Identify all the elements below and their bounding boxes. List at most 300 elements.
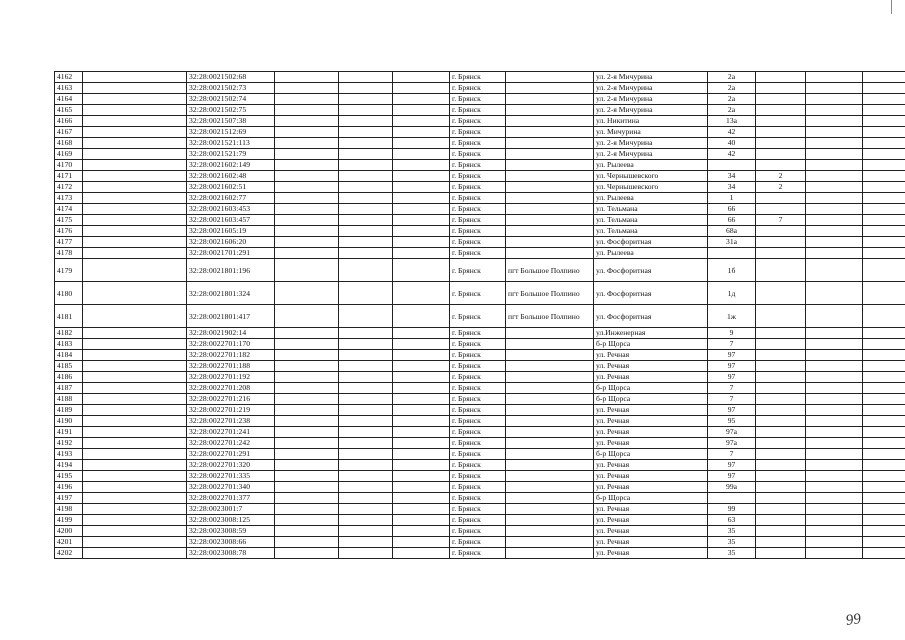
apartment-cell — [756, 116, 806, 127]
empty-cell — [339, 215, 393, 226]
empty-cell — [806, 138, 863, 149]
cadastral-number-cell: 32:28:0021603:453 — [187, 204, 275, 215]
house-number-cell: 1ж — [708, 305, 756, 328]
empty-cell — [83, 305, 187, 328]
empty-cell — [339, 226, 393, 237]
table-row — [55, 94, 905, 105]
row-id-cell: 4162 — [55, 72, 83, 83]
city-cell: г. Брянск — [450, 515, 506, 526]
empty-cell — [393, 361, 450, 372]
empty-cell — [83, 460, 187, 471]
house-number-cell: 34 — [708, 171, 756, 182]
apartment-cell — [756, 416, 806, 427]
empty-cell — [275, 282, 339, 305]
row-id-cell: 4192 — [55, 438, 83, 449]
table-row — [55, 171, 905, 182]
street-cell: ул. Речная — [594, 471, 708, 482]
table-row — [55, 149, 905, 160]
empty-cell — [806, 116, 863, 127]
row-id-cell: 4197 — [55, 493, 83, 504]
house-number-cell: 7 — [708, 383, 756, 394]
empty-cell — [806, 427, 863, 438]
table-row — [55, 259, 905, 282]
table-row — [55, 204, 905, 215]
empty-cell — [83, 493, 187, 504]
row-id-cell: 4181 — [55, 305, 83, 328]
street-cell: ул. Речная — [594, 361, 708, 372]
row-id-cell: 4173 — [55, 193, 83, 204]
cadastral-number-cell: 32:28:0022701:219 — [187, 405, 275, 416]
empty-cell — [393, 259, 450, 282]
empty-cell — [83, 372, 187, 383]
empty-cell — [275, 548, 339, 559]
empty-cell — [83, 504, 187, 515]
apartment-cell — [756, 138, 806, 149]
table-row — [55, 449, 905, 460]
empty-cell — [275, 471, 339, 482]
street-cell: ул. Речная — [594, 548, 708, 559]
city-cell: г. Брянск — [450, 237, 506, 248]
cadastral-number-cell: 32:28:0023008:78 — [187, 548, 275, 559]
cadastral-number-cell: 32:28:0021605:19 — [187, 226, 275, 237]
apartment-cell — [756, 526, 806, 537]
empty-cell — [863, 515, 905, 526]
empty-cell — [339, 471, 393, 482]
empty-cell — [863, 282, 905, 305]
empty-cell — [83, 515, 187, 526]
apartment-cell: 2 — [756, 182, 806, 193]
empty-cell — [339, 328, 393, 339]
empty-cell — [339, 105, 393, 116]
city-cell: г. Брянск — [450, 226, 506, 237]
empty-cell — [393, 427, 450, 438]
city-cell: г. Брянск — [450, 438, 506, 449]
settlement-cell — [506, 138, 594, 149]
cadastral-number-cell: 32:28:0021502:73 — [187, 83, 275, 94]
empty-cell — [339, 372, 393, 383]
cadastral-number-cell: 32:28:0021902:14 — [187, 328, 275, 339]
cadastral-number-cell: 32:28:0023008:59 — [187, 526, 275, 537]
empty-cell — [339, 460, 393, 471]
apartment-cell — [756, 83, 806, 94]
row-id-cell: 4165 — [55, 105, 83, 116]
street-cell: ул. Рылеева — [594, 248, 708, 259]
street-cell: ул. Речная — [594, 504, 708, 515]
house-number-cell: 42 — [708, 127, 756, 138]
row-id-cell: 4171 — [55, 171, 83, 182]
empty-cell — [806, 537, 863, 548]
street-cell: ул. Чернышевского — [594, 182, 708, 193]
apartment-cell — [756, 372, 806, 383]
empty-cell — [806, 350, 863, 361]
street-cell: б-р Щорса — [594, 394, 708, 405]
empty-cell — [275, 361, 339, 372]
empty-cell — [83, 328, 187, 339]
street-cell: ул. Мичурина — [594, 127, 708, 138]
cadastral-number-cell: 32:28:0023008:125 — [187, 515, 275, 526]
empty-cell — [339, 248, 393, 259]
empty-cell — [806, 372, 863, 383]
settlement-cell — [506, 537, 594, 548]
settlement-cell — [506, 127, 594, 138]
empty-cell — [83, 248, 187, 259]
street-cell: ул. Речная — [594, 460, 708, 471]
row-id-cell: 4169 — [55, 149, 83, 160]
city-cell: г. Брянск — [450, 72, 506, 83]
city-cell: г. Брянск — [450, 504, 506, 515]
empty-cell — [863, 482, 905, 493]
city-cell: г. Брянск — [450, 339, 506, 350]
settlement-cell — [506, 471, 594, 482]
settlement-cell — [506, 493, 594, 504]
empty-cell — [275, 416, 339, 427]
empty-cell — [863, 193, 905, 204]
street-cell: б-р Щорса — [594, 493, 708, 504]
empty-cell — [806, 394, 863, 405]
settlement-cell — [506, 83, 594, 94]
empty-cell — [863, 350, 905, 361]
table-row — [55, 160, 905, 171]
apartment-cell — [756, 339, 806, 350]
table-row — [55, 537, 905, 548]
empty-cell — [393, 405, 450, 416]
empty-cell — [863, 94, 905, 105]
settlement-cell — [506, 171, 594, 182]
empty-cell — [83, 350, 187, 361]
house-number-cell: 13а — [708, 116, 756, 127]
street-cell: ул. Тельмана — [594, 215, 708, 226]
empty-cell — [806, 405, 863, 416]
empty-cell — [806, 449, 863, 460]
empty-cell — [83, 416, 187, 427]
cadastral-number-cell: 32:28:0021606:20 — [187, 237, 275, 248]
empty-cell — [806, 248, 863, 259]
settlement-cell — [506, 105, 594, 116]
empty-cell — [393, 149, 450, 160]
row-id-cell: 4166 — [55, 116, 83, 127]
empty-cell — [339, 438, 393, 449]
apartment-cell — [756, 305, 806, 328]
table-row — [55, 226, 905, 237]
settlement-cell — [506, 237, 594, 248]
empty-cell — [339, 237, 393, 248]
empty-cell — [393, 460, 450, 471]
city-cell: г. Брянск — [450, 427, 506, 438]
city-cell: г. Брянск — [450, 471, 506, 482]
settlement-cell — [506, 361, 594, 372]
empty-cell — [863, 138, 905, 149]
empty-cell — [393, 83, 450, 94]
cadastral-number-cell: 32:28:0023008:66 — [187, 537, 275, 548]
cadastral-number-cell: 32:28:0022701:170 — [187, 339, 275, 350]
empty-cell — [275, 226, 339, 237]
street-cell: ул. Фосфоритная — [594, 259, 708, 282]
house-number-cell: 1 — [708, 193, 756, 204]
settlement-cell — [506, 372, 594, 383]
empty-cell — [275, 482, 339, 493]
apartment-cell — [756, 361, 806, 372]
row-id-cell: 4183 — [55, 339, 83, 350]
apartment-cell — [756, 427, 806, 438]
empty-cell — [275, 171, 339, 182]
row-id-cell: 4163 — [55, 83, 83, 94]
row-id-cell: 4178 — [55, 248, 83, 259]
empty-cell — [806, 493, 863, 504]
house-number-cell: 7 — [708, 449, 756, 460]
row-id-cell: 4185 — [55, 361, 83, 372]
table-row — [55, 361, 905, 372]
apartment-cell — [756, 328, 806, 339]
table-row — [55, 482, 905, 493]
apartment-cell — [756, 94, 806, 105]
settlement-cell — [506, 460, 594, 471]
empty-cell — [393, 394, 450, 405]
house-number-cell: 31а — [708, 237, 756, 248]
empty-cell — [275, 193, 339, 204]
city-cell: г. Брянск — [450, 328, 506, 339]
row-id-cell: 4188 — [55, 394, 83, 405]
city-cell: г. Брянск — [450, 282, 506, 305]
apartment-cell — [756, 383, 806, 394]
empty-cell — [393, 204, 450, 215]
empty-cell — [393, 526, 450, 537]
empty-cell — [339, 160, 393, 171]
empty-cell — [393, 226, 450, 237]
cadastral-number-cell: 32:28:0021502:74 — [187, 94, 275, 105]
settlement-cell — [506, 405, 594, 416]
table-row — [55, 493, 905, 504]
empty-cell — [393, 182, 450, 193]
table-row — [55, 305, 905, 328]
apartment-cell — [756, 405, 806, 416]
empty-cell — [863, 171, 905, 182]
city-cell: г. Брянск — [450, 449, 506, 460]
empty-cell — [806, 526, 863, 537]
empty-cell — [275, 438, 339, 449]
empty-cell — [393, 248, 450, 259]
cadastral-number-cell: 32:28:0021521:79 — [187, 149, 275, 160]
empty-cell — [83, 383, 187, 394]
empty-cell — [863, 416, 905, 427]
settlement-cell: пгт Большое Полпино — [506, 305, 594, 328]
empty-cell — [863, 526, 905, 537]
settlement-cell — [506, 328, 594, 339]
row-id-cell: 4191 — [55, 427, 83, 438]
street-cell: ул. Рылеева — [594, 193, 708, 204]
apartment-cell — [756, 282, 806, 305]
table-row — [55, 383, 905, 394]
street-cell: ул. 2-я Мичурина — [594, 105, 708, 116]
empty-cell — [863, 438, 905, 449]
cadastral-number-cell: 32:28:0022701:216 — [187, 394, 275, 405]
empty-cell — [275, 427, 339, 438]
row-id-cell: 4195 — [55, 471, 83, 482]
table-row — [55, 460, 905, 471]
empty-cell — [275, 149, 339, 160]
empty-cell — [393, 350, 450, 361]
empty-cell — [83, 526, 187, 537]
settlement-cell — [506, 438, 594, 449]
empty-cell — [275, 526, 339, 537]
house-number-cell: 2а — [708, 94, 756, 105]
settlement-cell — [506, 94, 594, 105]
empty-cell — [393, 449, 450, 460]
empty-cell — [393, 416, 450, 427]
row-id-cell: 4198 — [55, 504, 83, 515]
empty-cell — [275, 72, 339, 83]
cadastral-number-cell: 32:28:0021801:196 — [187, 259, 275, 282]
house-number-cell: 95 — [708, 416, 756, 427]
house-number-cell: 2а — [708, 105, 756, 116]
apartment-cell — [756, 193, 806, 204]
table-row — [55, 193, 905, 204]
street-cell: ул. Речная — [594, 515, 708, 526]
settlement-cell — [506, 204, 594, 215]
row-id-cell: 4174 — [55, 204, 83, 215]
house-number-cell: 42 — [708, 149, 756, 160]
empty-cell — [806, 204, 863, 215]
apartment-cell — [756, 237, 806, 248]
street-cell: ул. Фосфоритная — [594, 305, 708, 328]
apartment-cell — [756, 438, 806, 449]
house-number-cell: 1д — [708, 282, 756, 305]
apartment-cell — [756, 449, 806, 460]
city-cell: г. Брянск — [450, 372, 506, 383]
empty-cell — [863, 460, 905, 471]
street-cell: ул. Тельмана — [594, 204, 708, 215]
row-id-cell: 4167 — [55, 127, 83, 138]
apartment-cell — [756, 493, 806, 504]
house-number-cell: 97 — [708, 361, 756, 372]
city-cell: г. Брянск — [450, 171, 506, 182]
city-cell: г. Брянск — [450, 127, 506, 138]
empty-cell — [393, 504, 450, 515]
city-cell: г. Брянск — [450, 160, 506, 171]
settlement-cell — [506, 182, 594, 193]
table-row — [55, 105, 905, 116]
apartment-cell — [756, 127, 806, 138]
empty-cell — [339, 259, 393, 282]
settlement-cell — [506, 116, 594, 127]
empty-cell — [83, 282, 187, 305]
edge-mark — [891, 0, 892, 14]
row-id-cell: 4186 — [55, 372, 83, 383]
table-row — [55, 515, 905, 526]
empty-cell — [393, 282, 450, 305]
empty-cell — [83, 405, 187, 416]
table-row — [55, 248, 905, 259]
empty-cell — [339, 405, 393, 416]
cadastral-number-cell: 32:28:0021512:69 — [187, 127, 275, 138]
city-cell: г. Брянск — [450, 493, 506, 504]
table-row — [55, 215, 905, 226]
empty-cell — [393, 138, 450, 149]
row-id-cell: 4187 — [55, 383, 83, 394]
empty-cell — [806, 438, 863, 449]
empty-cell — [393, 305, 450, 328]
settlement-cell — [506, 548, 594, 559]
settlement-cell — [506, 449, 594, 460]
apartment-cell — [756, 515, 806, 526]
empty-cell — [806, 83, 863, 94]
empty-cell — [863, 83, 905, 94]
city-cell: г. Брянск — [450, 383, 506, 394]
cadastral-number-cell: 32:28:0022701:238 — [187, 416, 275, 427]
house-number-cell: 97 — [708, 460, 756, 471]
city-cell: г. Брянск — [450, 460, 506, 471]
house-number-cell — [708, 248, 756, 259]
cadastral-number-cell: 32:28:0022701:320 — [187, 460, 275, 471]
cadastral-number-cell: 32:28:0021602:48 — [187, 171, 275, 182]
house-number-cell: 2а — [708, 83, 756, 94]
settlement-cell — [506, 482, 594, 493]
empty-cell — [339, 193, 393, 204]
apartment-cell — [756, 248, 806, 259]
table-row — [55, 328, 905, 339]
row-id-cell: 4176 — [55, 226, 83, 237]
empty-cell — [863, 504, 905, 515]
empty-cell — [339, 526, 393, 537]
empty-cell — [339, 182, 393, 193]
city-cell: г. Брянск — [450, 149, 506, 160]
empty-cell — [863, 72, 905, 83]
empty-cell — [393, 215, 450, 226]
empty-cell — [806, 383, 863, 394]
empty-cell — [806, 416, 863, 427]
table-row — [55, 416, 905, 427]
row-id-cell: 4189 — [55, 405, 83, 416]
house-number-cell: 97 — [708, 405, 756, 416]
cadastral-number-cell: 32:28:0021602:149 — [187, 160, 275, 171]
empty-cell — [275, 138, 339, 149]
empty-cell — [339, 204, 393, 215]
street-cell: ул. 2-я Мичурина — [594, 149, 708, 160]
empty-cell — [83, 537, 187, 548]
empty-cell — [83, 361, 187, 372]
table-row — [55, 72, 905, 83]
street-cell: ул. 2-я Мичурина — [594, 94, 708, 105]
empty-cell — [393, 372, 450, 383]
empty-cell — [806, 361, 863, 372]
empty-cell — [83, 548, 187, 559]
house-number-cell: 63 — [708, 515, 756, 526]
empty-cell — [806, 171, 863, 182]
empty-cell — [339, 350, 393, 361]
cadastral-number-cell: 32:28:0022701:335 — [187, 471, 275, 482]
empty-cell — [806, 548, 863, 559]
empty-cell — [339, 171, 393, 182]
empty-cell — [83, 471, 187, 482]
row-id-cell: 4175 — [55, 215, 83, 226]
city-cell: г. Брянск — [450, 193, 506, 204]
empty-cell — [863, 405, 905, 416]
apartment-cell — [756, 226, 806, 237]
house-number-cell: 97 — [708, 372, 756, 383]
empty-cell — [393, 493, 450, 504]
empty-cell — [863, 204, 905, 215]
empty-cell — [339, 493, 393, 504]
house-number-cell: 68а — [708, 226, 756, 237]
street-cell: ул. Речная — [594, 438, 708, 449]
street-cell: ул. Речная — [594, 427, 708, 438]
table-row — [55, 471, 905, 482]
empty-cell — [863, 248, 905, 259]
empty-cell — [863, 328, 905, 339]
empty-cell — [393, 237, 450, 248]
cadastral-number-cell: 32:28:0022701:340 — [187, 482, 275, 493]
house-number-cell: 99 — [708, 504, 756, 515]
empty-cell — [806, 215, 863, 226]
